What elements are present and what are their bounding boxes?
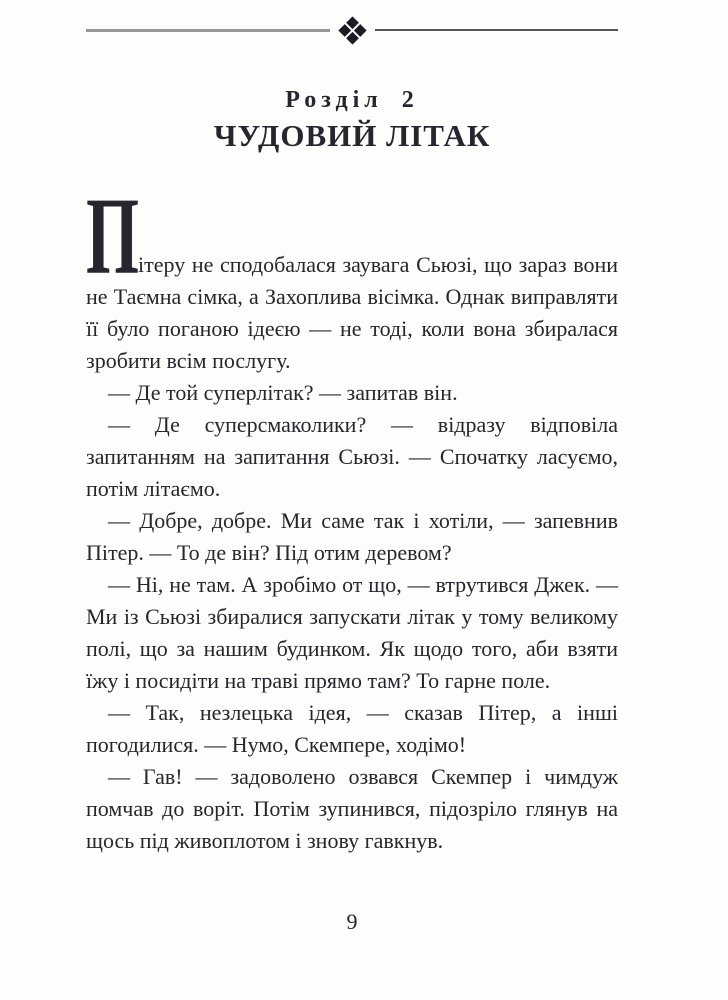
paragraph: — Де суперсмаколики? — відразу відповіла запитанням на запитання Сьюзі. — Спочатку ласуємо, потім літаємо. [86,412,618,501]
paragraph: — Так, незлецька ідея, — сказав Пітер, а інші погодилися. — Нумо, Скемпере, ходімо! [86,700,618,757]
paragraph [86,175,618,377]
chapter-label: Розділ 2 [285,87,419,113]
paragraph: — Де той суперлітак? — запитав він. [108,380,458,405]
header-rule-right [375,29,619,31]
paragraph: — Добре, добре. Ми саме так і хотіли, — запевнив Пітер. — То де він? Під отим деревом? [86,508,618,565]
chapter-title: ЧУДОВИЙ ЛІТАК [213,118,491,153]
drop-cap: П [86,175,140,297]
paragraph: — Гав! — задоволено озвався Скемпер і чимдуж помчав до воріт. Потім зупинився, підозріло глянув на щось під живоплотом і знову гавкнув. [86,764,618,853]
page-number: 9 [346,909,358,934]
paragraph-text: ітеру не сподобалася заувага Сьюзі, що зараз вони не Таємна сімка, а Захоплива вісімка. Однак виправляти її було поганою ідеєю — не тоді, коли вона збиралася зробити всім послугу. [86,252,618,373]
diamond-ornament-icon [337,14,368,47]
header-rule-left [86,29,330,32]
paragraph: — Ні, не там. А зробімо от що, — втрутився Джек. — Ми із Сьюзі збиралися запускати літак у тому великому полі, що за нашим будинком. Як щодо того, аби взяти їжу і посидіти на траві прямо там? То гарне поле. [86,572,618,693]
header-rule [86,14,618,46]
body-text [86,175,618,857]
